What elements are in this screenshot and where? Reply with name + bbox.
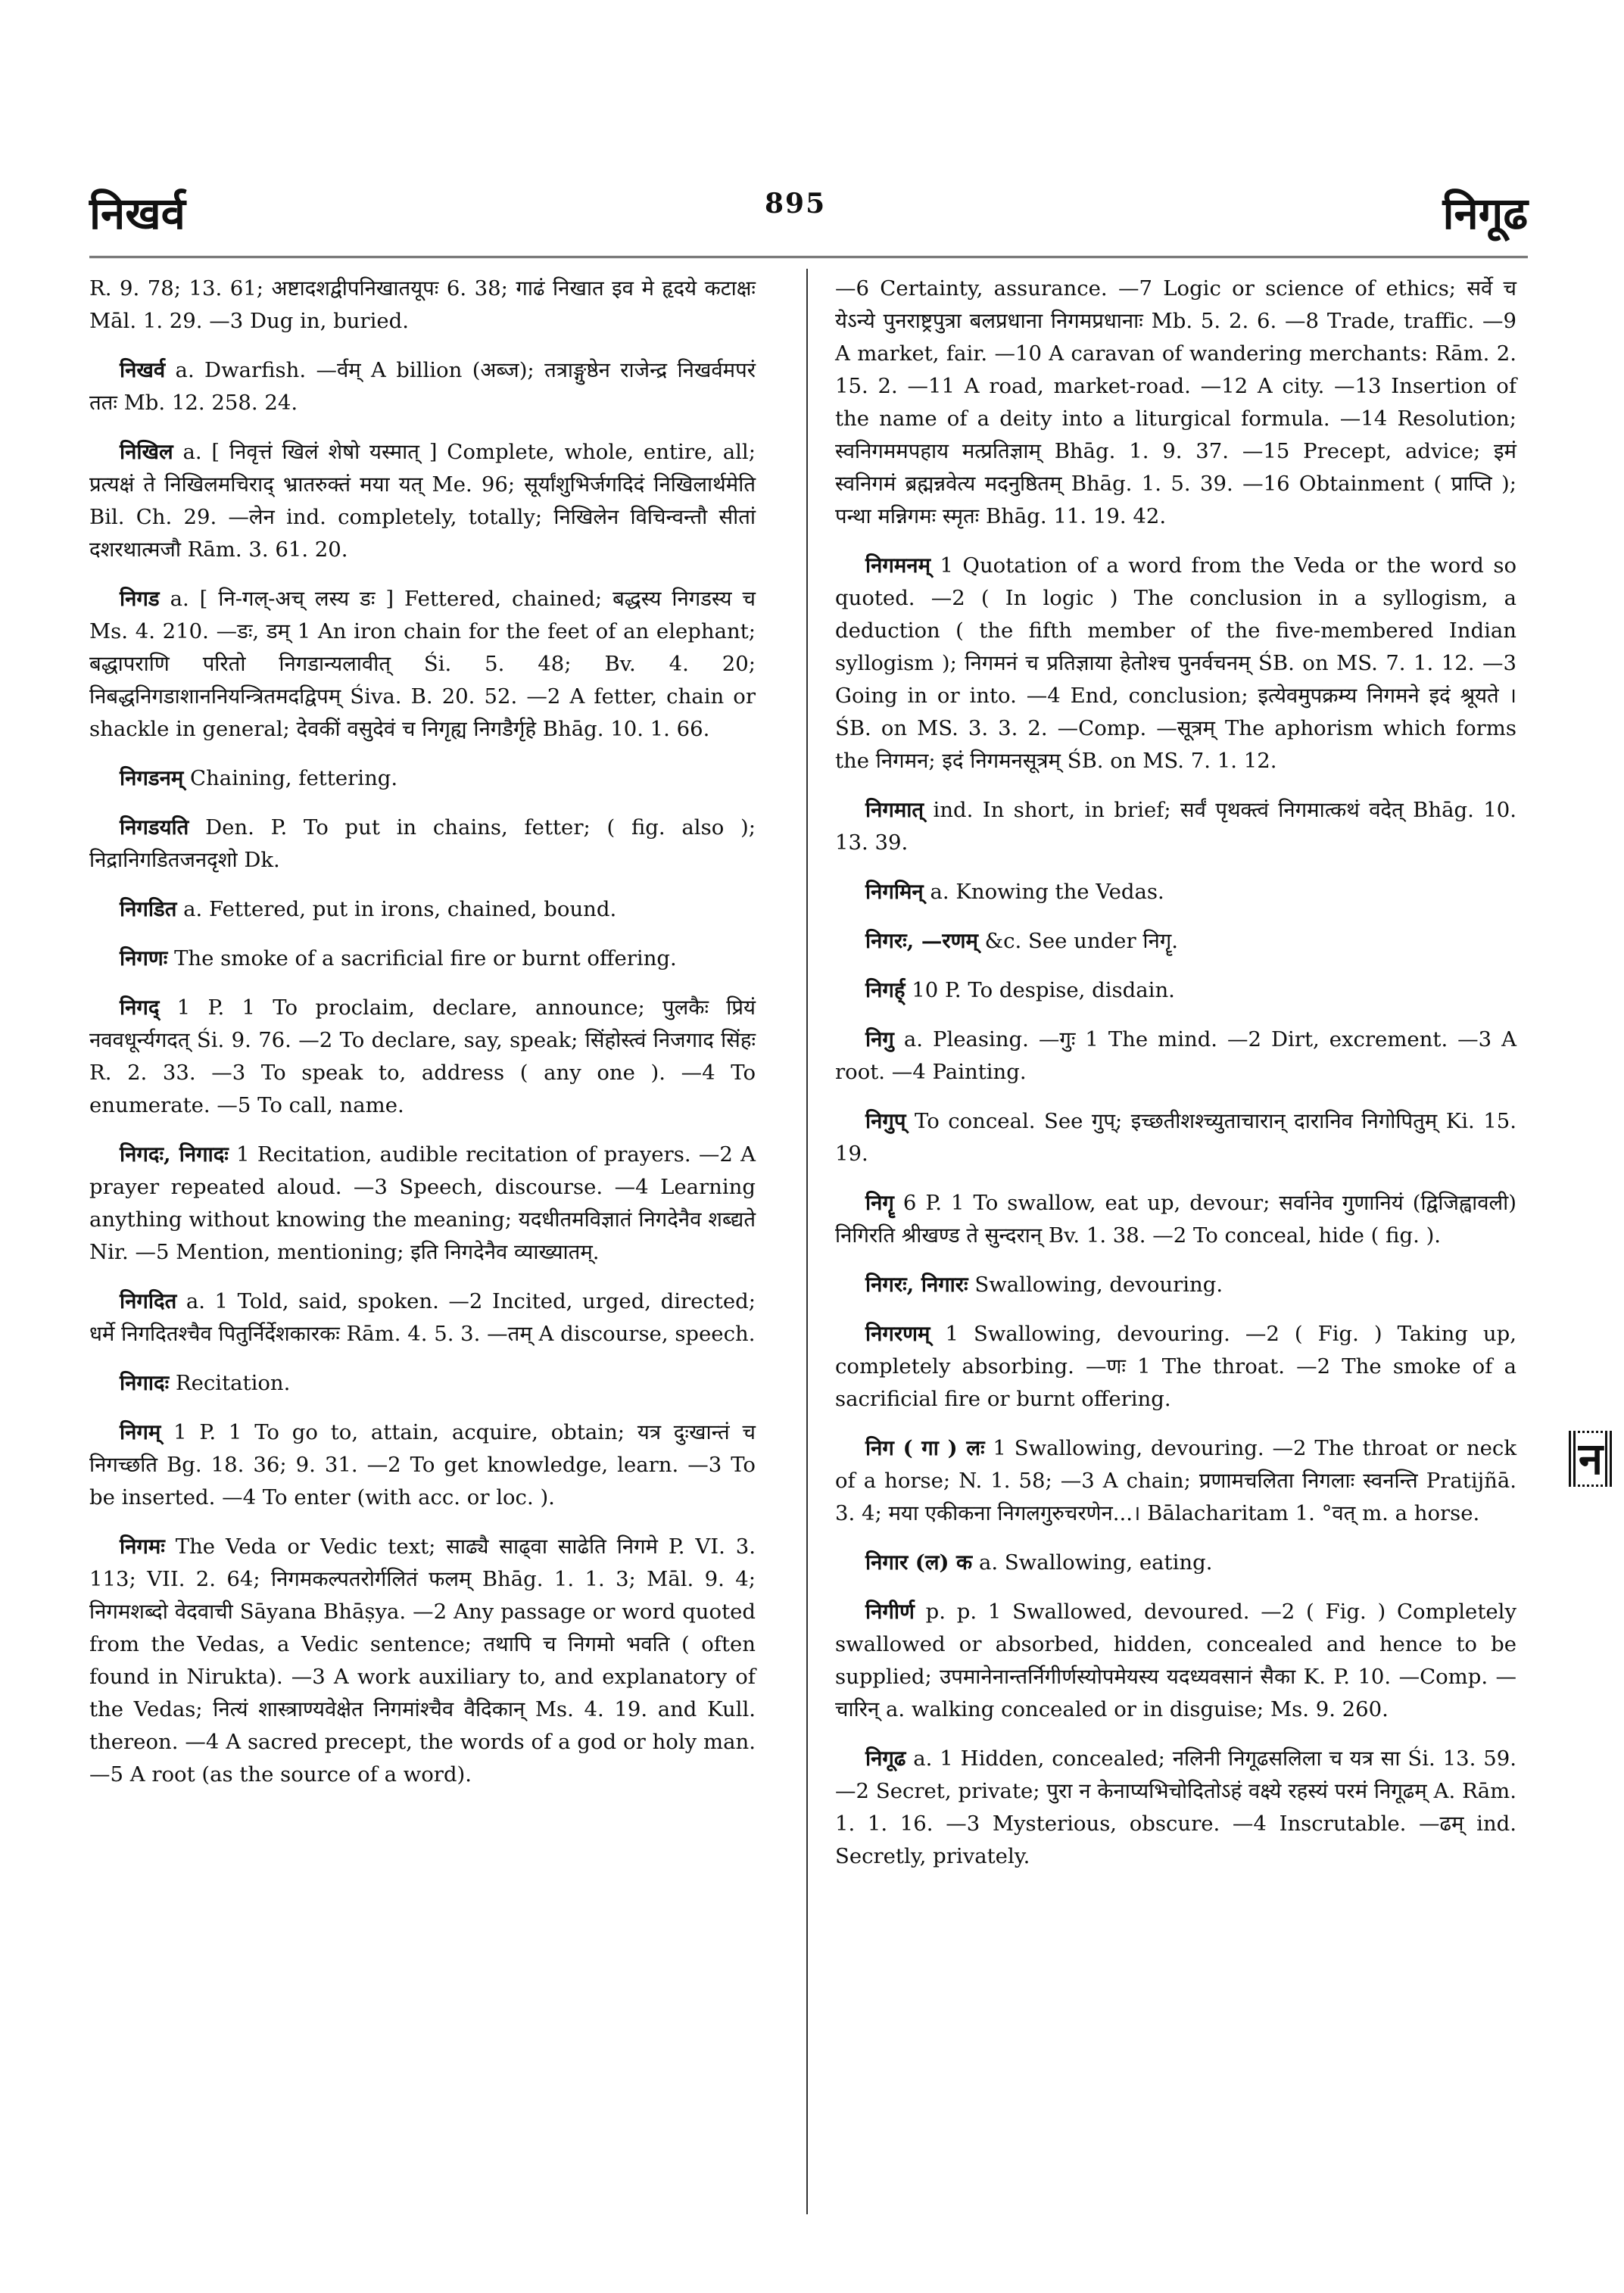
dictionary-entry [89, 1139, 756, 1269]
dictionary-entry [89, 1531, 756, 1791]
dictionary-entry [89, 942, 756, 975]
entry-definition: a. 1 Hidden, concealed; नलिनी निगूढसलिला च यत्र सा Śi. 13. 59. —2 Secret, private; पुरा न केनाप्यभिचोदितोऽहं वक्ष्ये रहस्यं परमं निगूढम् A. Rām. 1. 1. 16. —3 Mysterious, obscure. —4 Inscrutable. —ढम् ind. Secretly, privately. [835, 1746, 1517, 1868]
entry-headword: निगार (ल) क [865, 1550, 973, 1575]
thumb-index-letter: न [1578, 1433, 1604, 1485]
entry-headword: निगादः [120, 1371, 170, 1395]
entry-headword: निग ( गा ) लः [865, 1436, 985, 1460]
entry-definition: 10 P. To despise, disdain. [912, 978, 1175, 1002]
entry-headword: निगीर्ण [865, 1600, 915, 1624]
dictionary-entry [835, 1596, 1516, 1726]
entry-headword: निगमः [120, 1534, 165, 1559]
dictionary-entry [835, 1023, 1516, 1089]
entry-headword: निगरणम् [865, 1322, 930, 1346]
entry-definition: To conceal. See गुप्; इच्छतीशश्च्युताचारान् दारानिव निगोपितुम् Ki. 15. 19. [835, 1109, 1516, 1166]
entry-headword: निगमिन् [865, 880, 924, 904]
entry-headword: निगमात् [865, 798, 924, 822]
entry-headword: निगद् [120, 995, 160, 1020]
entry-definition: a. Swallowing, eating. [978, 1550, 1213, 1575]
entry-headword: निगदित [120, 1289, 177, 1313]
dictionary-entry [835, 1432, 1516, 1530]
dictionary-entry [89, 893, 756, 926]
entry-definition: ind. In short, in brief; सर्वं पृथक्त्वं निगमात्कथं वदेत् Bhāg. 10. 13. 39. [835, 798, 1516, 855]
entry-definition: a. Fettered, put in irons, chained, bound. [183, 897, 617, 921]
dictionary-entry [89, 1416, 756, 1514]
entry-headword: निखर्व [120, 358, 166, 382]
entry-definition: The Veda or Vedic text; साढ्यै साढ्वा साढेति निगमे P. VI. 3. 113; VII. 2. 64; निगमकल्पतरोर्गलितं फलम् Bhāg. 1. 1. 3; Māl. 9. 4; निगमशब्दो वेदवाची Sāyana Bhāṣya. —2 Any passage or word quoted from the Vedas, a Vedic sentence; तथापि च निगमो भवति ( often found in Nirukta). —3 A work auxiliary to, and explanatory of the Vedas; नित्यं शास्त्राण्यवेक्षेत निगमांश्चैव वैदिकान् Ms. 4. 19. and Kull. thereon. —4 A sacred precept, the words of a god or holy man. —5 A root (as the source of a word). [89, 1534, 756, 1787]
entry-definition: The smoke of a sacrificial fire or burnt offering. [174, 946, 677, 970]
entry-definition: p. p. 1 Swallowed, devoured. —2 ( Fig. ) Completely swallowed or absorbed, hidden, concealed and hence to be supplied; उपमानेनान्तर्निगीर्णस्योपमेयस्य यदध्यवसानं सैका K. P. 10. —Comp. —चारिन् a. walking concealed or in disguise; Ms. 9. 260. [835, 1600, 1516, 1721]
entry-headword: निगरः, —रणम् [865, 929, 978, 953]
header-rule [89, 256, 1528, 258]
entry-definition: Swallowing, devouring. [974, 1273, 1223, 1297]
dictionary-entry [835, 1743, 1516, 1873]
dictionary-entry [835, 1105, 1516, 1170]
entry-definition: Recitation. [175, 1371, 291, 1395]
entry-headword: निगडनम् [120, 766, 184, 790]
entry-definition: Den. P. To put in chains, fetter; ( fig. also ); निद्रानिगडितजनदृशो Dk. [89, 815, 756, 872]
left-running-headword: निखर्व [89, 188, 185, 239]
entry-definition: 1 Recitation, audible recitation of prayers. —2 A prayer repeated aloud. —3 Speech, discourse. —4 Learning anything without knowing the meaning; यदधीतमविज्ञातं निगदेनैव शब्द्यते Nir. —5 Mention, mentioning; इति निगदेनैव व्याख्यातम्. [89, 1142, 756, 1264]
dictionary-entry [89, 354, 756, 419]
entry-headword: निगर्ह् [865, 978, 906, 1002]
entry-definition: a. Knowing the Vedas. [930, 880, 1164, 904]
dictionary-entry [835, 1547, 1516, 1579]
entry-definition: R. 9. 78; 13. 61; अष्टादशद्वीपनिखातयूपः 6. 38; गाढं निखात इव मे हृदये कटाक्षः Māl. 1. 29. —3 Dug in, buried. [89, 276, 756, 333]
entry-headword: निखिल [120, 440, 173, 464]
entry-headword: निगरः, निगारः [865, 1273, 968, 1297]
left-column [89, 273, 756, 1808]
entry-definition: a. [ नि-गल्-अच् लस्य डः ] Fettered, chained; बद्धस्य निगडस्य च Ms. 4. 210. —डः, डम् 1 An iron chain for the feet of an elephant; बद्धापराणि परितो निगडान्यलावीत् Śi. 5. 48; Bv. 4. 20; निबद्धनिगडाशाननियन्त्रितमदद्विपम् Śiva. B. 20. 52. —2 A fetter, chain or shackle in general; देवकीं वसुदेवं च निगृह्य निगडैर्गृहे Bhāg. 10. 1. 66. [89, 587, 756, 741]
right-column [835, 273, 1516, 1890]
entry-definition: 6 P. 1 To swallow, eat up, devour; सर्वानेव गुणानियं (द्विजिह्वावली) निगिरति श्रीखण्ड ते सुन्दरान् Bv. 1. 38. —2 To conceal, hide ( fig. ). [835, 1191, 1516, 1248]
dictionary-entry [89, 583, 756, 746]
entry-headword: निगॄ [865, 1191, 894, 1215]
entry-headword: निगुप् [865, 1109, 906, 1133]
entry-definition: —6 Certainty, assurance. —7 Logic or science of ethics; सर्वे च येऽन्ये पुनराष्ट्रपुत्रा बलप्रधाना निगमप्रधानाः Mb. 5. 2. 6. —8 Trade, traffic. —9 A market, fair. —10 A caravan of wandering merchants: Rām. 2. 15. 2. —11 A road, market-road. —12 A city. —13 Insertion of the name of a deity into a liturgical formula. —14 Resolution; स्वनिगममपहाय मत्प्रतिज्ञाम् Bhāg. 1. 9. 37. —15 Precept, advice; इमं स्वनिगमं ब्रह्मन्नवेत्य मदनुष्ठितम् Bhāg. 1. 5. 39. —16 Obtainment ( प्राप्ति ); पन्था मन्निगमः स्मृतः Bhāg. 11. 19. 42. [835, 276, 1516, 528]
entry-headword: निगड [120, 587, 160, 611]
column-divider [806, 269, 808, 2214]
entry-definition: a. [ निवृत्तं खिलं शेषो यस्मात् ] Complete, whole, entire, all; प्रत्यक्षं ते निखिलमचिराद् भ्रातरुक्तं मया यत् Me. 96; सूर्यांशुभिर्जगदिदं निखिलार्थमेति Bil. Ch. 29. —लेन ind. completely, totally; निखिलेन विचिन्वन्तौ सीतां दशरथात्मजौ Rām. 3. 61. 20. [89, 440, 756, 562]
dictionary-entry [835, 876, 1516, 908]
entry-definition: a. Dwarfish. —र्वम् A billion (अब्ज); तत्राङ्गुष्ठेन राजेन्द्र निखर्वमपरं ततः Mb. 12. 258. 24. [89, 358, 756, 415]
dictionary-entry [835, 1318, 1516, 1416]
entry-headword: निगडित [120, 897, 177, 921]
entry-headword: निगणः [120, 946, 168, 970]
page-header [89, 159, 1543, 250]
entry-definition: &c. See under निगॄ. [984, 929, 1178, 953]
entry-headword: निगु [865, 1027, 894, 1051]
dictionary-entry [89, 273, 756, 338]
entry-headword: निगडयति [120, 815, 189, 840]
entry-definition: Chaining, fettering. [190, 766, 398, 790]
dictionary-entry [835, 550, 1516, 777]
entry-headword: निगूढ [865, 1746, 906, 1771]
entry-headword: निगमनम् [865, 553, 931, 578]
right-running-headword: निगूढ [1442, 188, 1528, 239]
entry-definition: 1 Quotation of a word from the Veda or the word so quoted. —2 ( In logic ) The conclusion in a syllogism, a deduction ( the fifth member of the five-membered Indian syllogism ); निगमनं च प्रतिज्ञाया हेतोश्च पुनर्वचनम् ŚB. on MS. 7. 1. 12. —3 Going in or into. —4 End, conclusion; इत्येवमुपक्रम्य निगमने इदं श्रूयते । ŚB. on MS. 3. 3. 2. —Comp. —सूत्रम् The aphorism which forms the निगमन; इदं निगमनसूत्रम् ŚB. on MS. 7. 1. 12. [835, 553, 1517, 773]
dictionary-entry [89, 1367, 756, 1400]
dictionary-entry [89, 812, 756, 877]
dictionary-entry [835, 794, 1516, 859]
dictionary-entry [835, 273, 1516, 533]
entry-definition: 1 Swallowing, devouring. —2 ( Fig. ) Taking up, completely absorbing. —णः 1 The throat. —2 The smoke of a sacrificial fire or burnt offering. [835, 1322, 1516, 1411]
entry-definition: 1 Swallowing, devouring. —2 The throat or neck of a horse; N. 1. 58; —3 A chain; प्रणामचलिता निगलाः स्वनन्ति Pratijñā. 3. 4; मया एकीकना निगलगुरुचरणेन...। Bālacharitam 1. °वत् m. a horse. [835, 1436, 1516, 1525]
entry-headword: निगम् [120, 1420, 161, 1444]
thumb-index-tab[interactable] [1569, 1431, 1613, 1487]
dictionary-entry [89, 436, 756, 566]
entry-headword: निगदः, निगादः [120, 1142, 229, 1167]
dictionary-entry [89, 762, 756, 795]
entry-definition: 1 P. 1 To go to, attain, acquire, obtain; यत्र दुःखान्तं च निगच्छति Bg. 18. 36; 9. 31. —2 To get knowledge, learn. —3 To be inserted. —4 To enter (with acc. or loc. ). [89, 1420, 756, 1509]
dictionary-entry [835, 974, 1516, 1007]
entry-definition: 1 P. 1 To proclaim, declare, announce; पुलकैः प्रियं नववधूर्न्यगदत् Śi. 9. 76. —2 To declare, say, speak; सिंहोस्त्वं निजगाद सिंहः R. 2. 33. —3 To speak to, address ( any one ). —4 To enumerate. —5 To call, name. [89, 995, 756, 1117]
entry-definition: a. Pleasing. —गुः 1 The mind. —2 Dirt, excrement. —3 A root. —4 Painting. [835, 1027, 1516, 1084]
dictionary-entry [89, 992, 756, 1122]
page-number: 895 [765, 188, 827, 220]
dictionary-entry [89, 1285, 756, 1351]
entry-definition: a. 1 Told, said, spoken. —2 Incited, urged, directed; धर्मे निगदितश्चैव पितुर्निर्देशकारकः Rām. 4. 5. 3. —तम् A discourse, speech. [89, 1289, 756, 1346]
dictionary-entry [835, 925, 1516, 958]
dictionary-entry [835, 1187, 1516, 1252]
dictionary-entry [835, 1269, 1516, 1301]
